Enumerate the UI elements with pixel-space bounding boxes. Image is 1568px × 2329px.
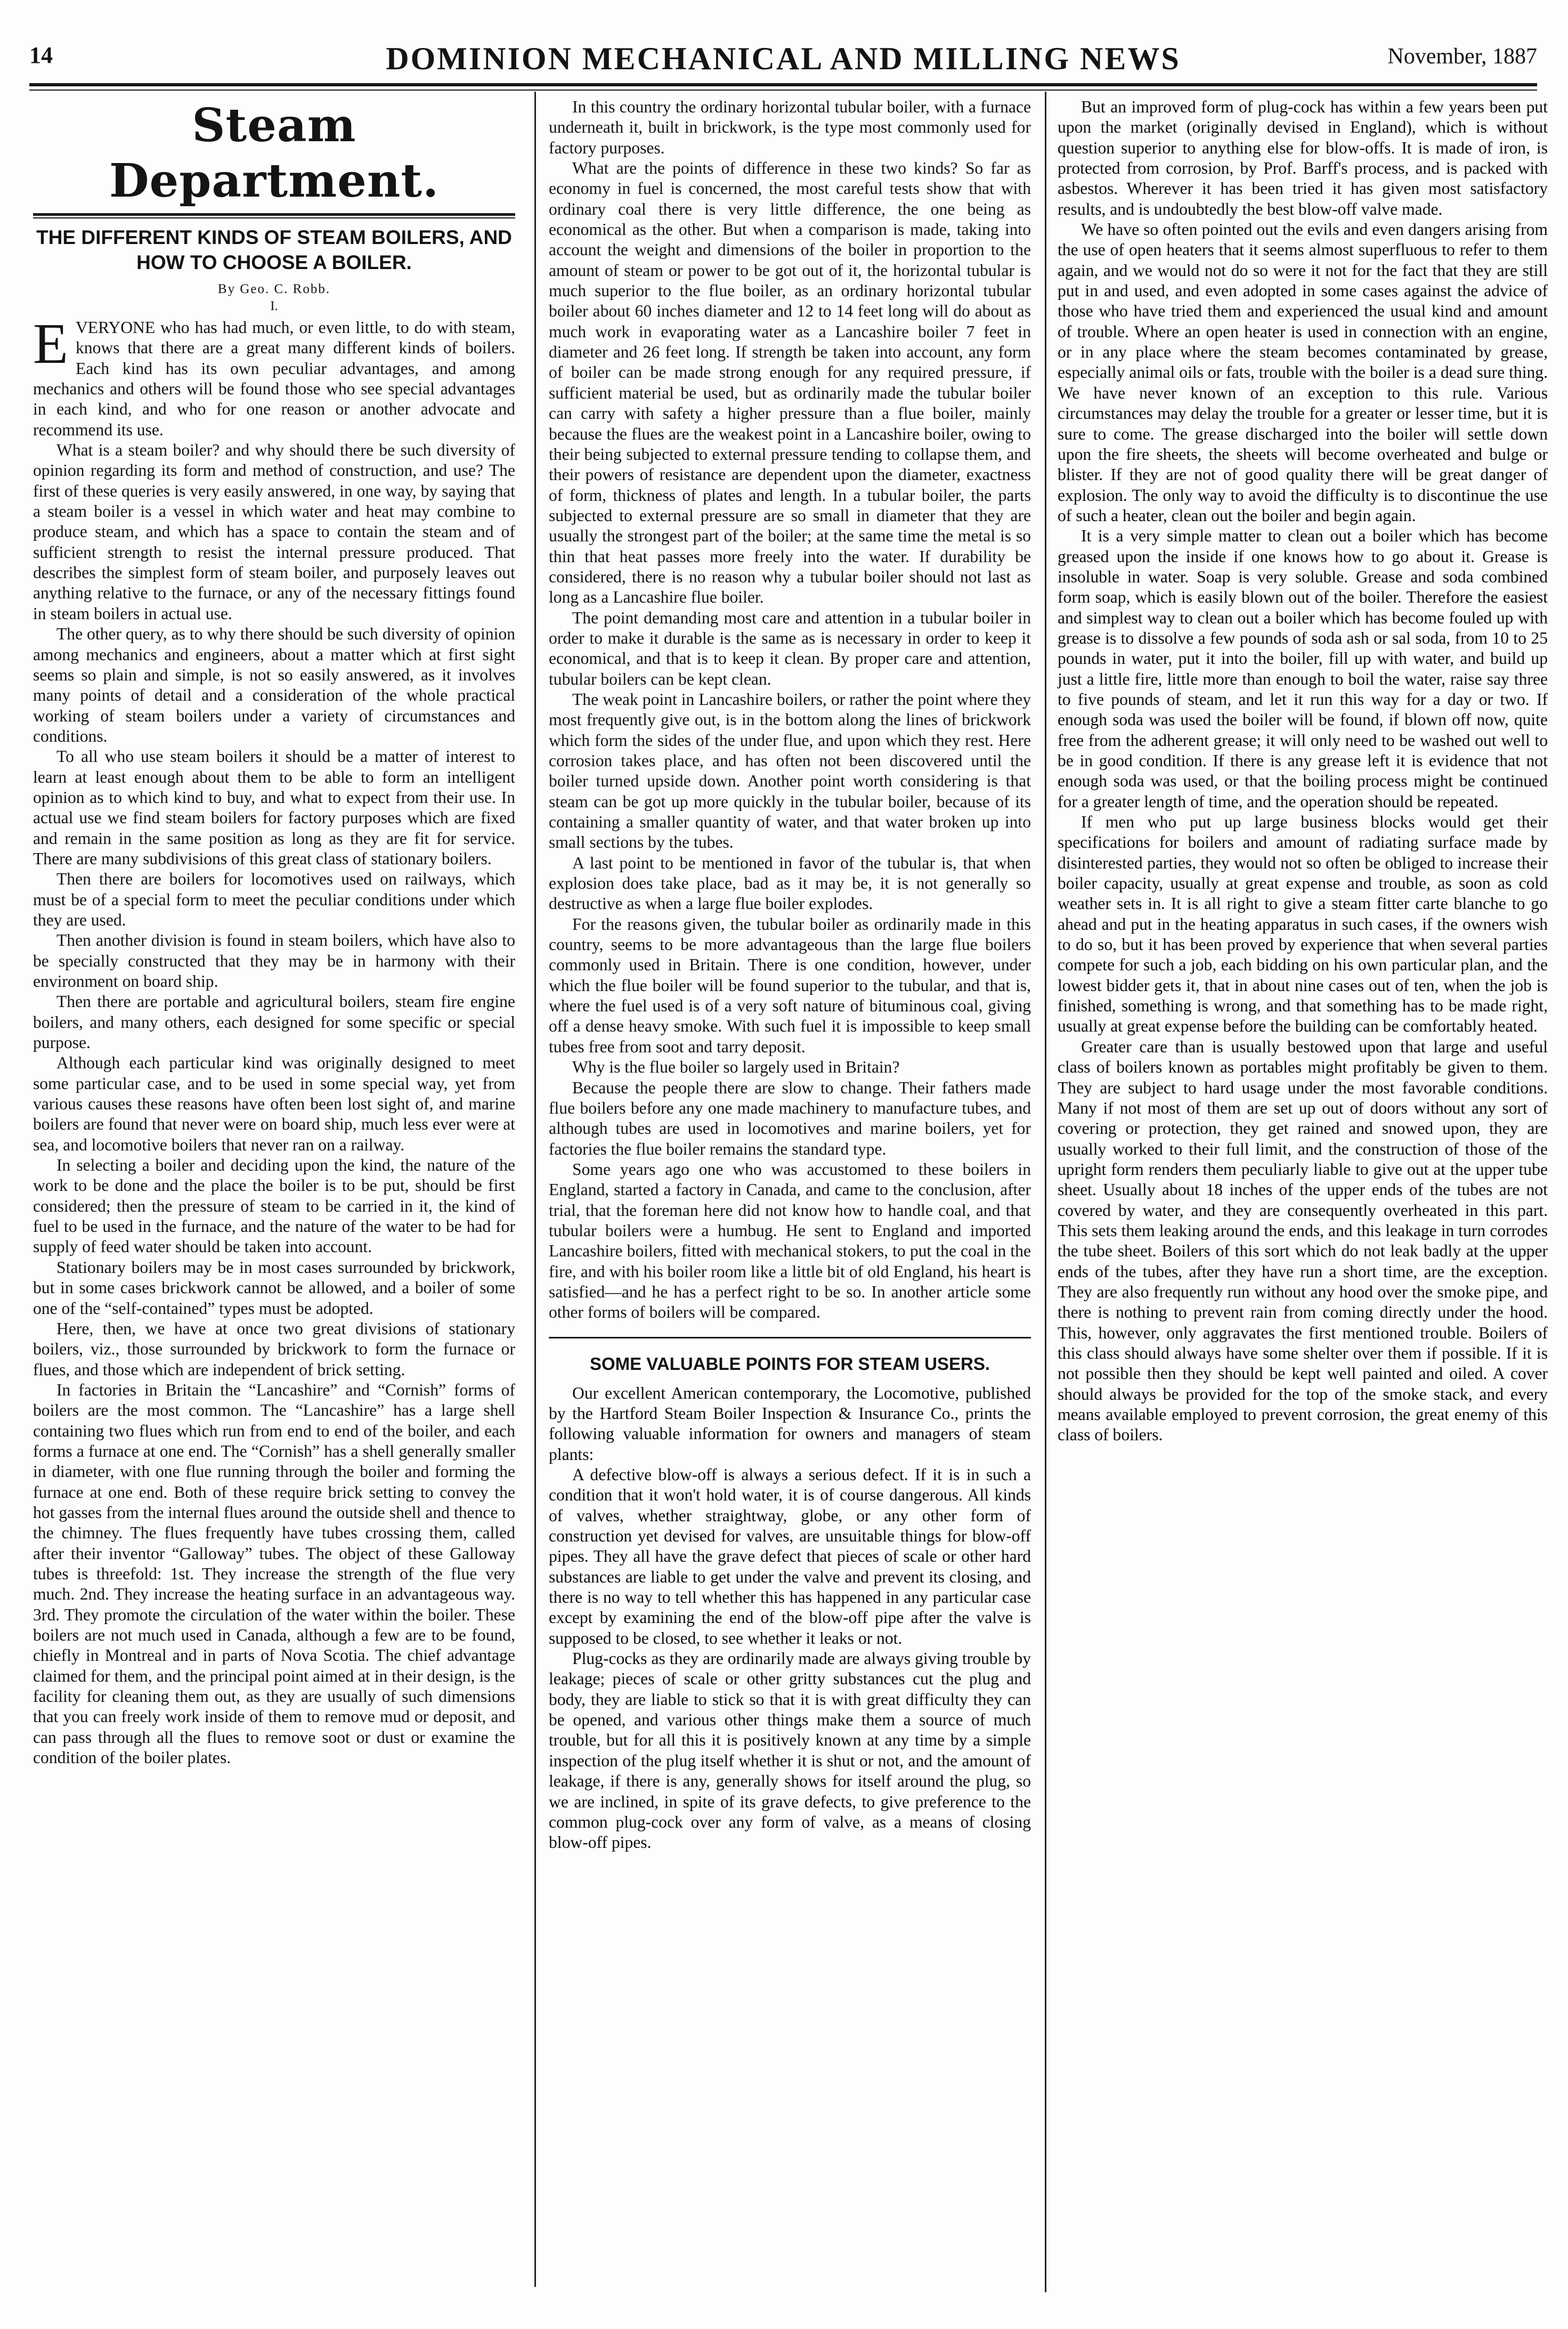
article-paragraph: What are the points of difference in these two kinds? So far as economy in fuel is concerned, the most careful tests show that with ordinary coal there is very little difference, the one being as economical as the other. But when a comparison is made, taking into account the weight and dimensions of the boiler in proportion to the amount of steam or power to be got out of it, the horizontal tubular is much superior to the flue boiler, as an ordinary horizontal tubular boiler about 60 inches diameter and 12 to 14 feet long will do about as much work in evaporating water as a Lancashire boiler 7 feet in diameter and 26 feet long. If strength be taken into account, any form of boiler can be made strong enough for any required pressure, if sufficient material be used, but as ordinarily made the tubular boiler can carry with safety a higher pressure than a flue boiler, mainly because the flues are the weakest point in a Lancashire boiler, owing to their being subjected to external pressure tending to collapse them, and their powers of resistance are dependent upon the diameter, exactness of form, thickness of plates and length. In a tubular boiler, the parts subjected to external pressure are so small in diameter that they are usually the strongest part of the boiler; at the same time the metal is so thin that heat passes more freely into the water. If durability be considered, there is no reason why a tubular boiler should not last as long as a Lancashire flue boiler. (549, 159, 1031, 607)
section-paragraph: We have so often pointed out the evils and even dangers arising from the use of open heaters that it seems almost superfluous to refer to them again, and we would not do so were it not for the fact that they are still put in and used, and even adopted in some cases against the advice of those who have tried them and experienced the usual kind and amount of trouble. Where an open heater is used in connection with an engine, or in any place where the steam becomes contaminated by grease, especially animal oils or fats, trouble with the boiler is a dead sure thing. We have never known of an exception to this rule. Various circumstances may delay the trouble for a greater or lesser time, but it is sure to come. The grease discharged into the boiler will settle down upon the fire sheets, the sheets will become overheated and bulge or blister. If they are not of good quality there will be great danger of explosion. The only way to avoid the difficulty is to discontinue the use of such a heater, clean out the boiler and begin again. (1058, 220, 1548, 525)
section-paragraph: Our excellent American contemporary, the Locomotive, published by the Hartford Steam Boiler Inspection & Insurance Co., prints the following valuable information for owners and managers of steam plants: (549, 1383, 1031, 1464)
article-paragraph: In factories in Britain the “Lancashire” and “Cornish” forms of boilers are the most common. The “Lancashire” has a large shell containing two flues which run from end to end of the boiler, and each forms a furnace at one end. The “Cornish” has a shell generally smaller in diameter, with one flue running through the boiler and forming the furnace at one end. Both of these require brick setting to convey the hot gasses from the internal flues around the outside shell and thence to the chimney. The flues frequently have tubes crossing them, called after their inventor “Galloway” tubes. The object of these Galloway tubes is threefold: 1st. They increase the strength of the flue very much. 2nd. They increase the heating surface in an advantageous way. 3rd. They promote the circulation of the water within the boiler. These boilers are not much used in Canada, although a few are to be found, chiefly in Montreal and in parts of Nova Scotia. The chief advantage claimed for them, and the principal point aimed at in their design, is the facility for cleaning them out, as they are usually of such dimensions that you can freely work inside of them to remove mud or deposit, and can pass through all the flues to remove soot or dust or examine the condition of the boiler plates. (33, 1380, 515, 1767)
column-3 (1058, 97, 1548, 2298)
article-paragraph: For the reasons given, the tubular boiler as ordinarily made in this country, seems to be more advantageous than the large flue boilers commonly used in Britain. There is one condition, however, under which the flue boiler will be found superior to the tubular, and that is, where the fuel used is of a very soft nature of bituminous coal, giving off a dense heavy smoke. With such fuel it is impossible to keep small tubes free from soot and tarry deposit. (549, 914, 1031, 1056)
header-rule (29, 83, 1537, 86)
article-paragraph: The other query, as to why there should be such diversity of opinion among mechanics and engineers, about a matter which at first sight seems so plain and simple, is not so easily answered, as it involves many points of detail and a consideration of the whole practical working of steam boilers under a variety of circumstances and conditions. (33, 624, 515, 745)
section-paragraph: It is a very simple matter to clean out a boiler which has become greased upon the inside if one knows how to go about it. Grease is insoluble in water. Soap is very soluble. Grease and soda combined form soap, which is easily blown out of the boiler. Therefore the easiest and simplest way to clean out a boiler which has become fouled up with grease is to dissolve a few pounds of soda ash or sal soda, from 10 to 25 pounds in water, put it into the boiler, fill up with water, and build up just a little fire, little more than enough to boil the water, raise say three to five pounds of steam, and let it run this way for a day or two. If enough soda was used the boiler will be found, if blown off now, quite free from the adherent grease; it will only need to be washed out well to be in good condition. If there is any grease left it is evidence that not enough soda was used, or that the boiling process might be continued for a greater length of time, and the operation should be repeated. (1058, 526, 1548, 811)
section-paragraph: A defective blow-off is always a serious defect. If it is in such a condition that it won't hold water, it is of course dangerous. All kinds of valves, whether straightway, globe, or any other form of construction yet devised for valves, are unsuitable things for blow-off pipes. They all have the grave defect that pieces of scale or other hard substances are liable to get under the valve and prevent its closing, and there is no way to tell whether this has happened in any particular case except by examining the end of the blow-off pipe after the valve is supposed to be closed, to see whether it leaks or not. (549, 1465, 1031, 1648)
article-paragraph: In this country the ordinary horizontal tubular boiler, with a furnace underneath it, built in brickwork, is the type most commonly used for factory purposes. (549, 98, 1031, 157)
article-paragraph: Because the people there are slow to change. Their fathers made flue boilers before any one made machinery to manufacture tubes, and although tubes are used in locomotives and marine boilers, yet for factories the flue boiler remains the standard type. (549, 1078, 1031, 1158)
article-paragraph: A last point to be mentioned in favor of the tubular is, that when explosion does take place, bad as it may be, it is not generally so destructive as when a large flue boiler explodes. (549, 853, 1031, 913)
section-paragraph: If men who put up large business blocks would get their specifications for boilers and amount of radiating surface made by disinterested parties, they would not so often be obliged to increase their boiler capacity, usually at great expense and trouble, as soon as cold weather sets in. It is all right to give a steam fitter carte blanche to go ahead and put in the heating apparatus in such cases, if the owners wish to do so, but it has been proved by experience that when several parties compete for such a job, each bidding on his own particular plan, and the lowest bidder gets it, that in about nine cases out of ten, when the job is finished, something is wrong, and that something has to be made right, usually at great expense before the building can be comfortably heated. (1058, 813, 1548, 1036)
running-header (29, 42, 1537, 79)
article-paragraph: Then there are portable and agricultural boilers, steam fire engine boilers, and many others, each designed for some specific or special purpose. (33, 992, 515, 1052)
column-divider (534, 92, 536, 2287)
article-paragraph: What is a steam boiler? and why should there be such diversity of opinion regarding its form and method of construction, and use? The first of these queries is very easily answered, in one way, by saying that a steam boiler is a vessel in which water and heat may combine to produce steam, and which has a space to contain the steam and of sufficient strength to resist the internal pressure produced. That describes the simplest form of steam boiler, and purposely leaves out anything relative to the furnace, or any of the necessary fittings found in steam boilers in actual use. (33, 441, 515, 623)
department-heading: Steam Department. (109, 99, 440, 208)
department-rule-thin (33, 217, 515, 218)
column-divider (1045, 92, 1046, 2292)
issue-date: November, 1887 (1387, 44, 1537, 69)
article-paragraph: The weak point in Lancashire boilers, or rather the point where they most frequently give out, is in the bottom along the lines of brickwork which form the sides of the under flue, and upon which they rest. Here corrosion takes place, and has often not been discovered until the boiler turned upside down. Another point worth considering is that steam can be got up more quickly in the tubular boiler, because of its containing a smaller quantity of water, and that water broken up into small sections by the tubes. (549, 689, 1031, 852)
header-rule-thin (29, 90, 1537, 91)
section-paragraph: Greater care than is usually bestowed upon that large and useful class of boilers known as portables might profitably be given to them. They are subject to hard usage under the most favorable conditions. Many if not most of them are set up out of doors without any sort of covering or protection, they get rained and snowed upon, they are usually worked to their full limit, and the construction of those of the upright form renders them peculiarly liable to give out at the upper tube sheet. Usually about 18 inches of the upper ends of the tubes are not covered by water, and they are consequently overheated in this part. This sets them leaking around the ends, and this leakage in turn corrodes the tube sheet. Boilers of this sort which do not leak badly at the upper ends of the tubes, after they have run a short time, are the exception. They are also frequently run without any hood over the smoke pipe, and there is nothing to prevent rain from coming directly under the hood. This, however, only aggravates the first mentioned trouble. Boilers of this class should always have some shelter over them if possible. If it is not possible then they should be kept well painted and oiled. A cover should always be provided for the top of the smoke stack, and every means available employed to prevent corrosion, the great enemy of this class of boilers. (1058, 1037, 1548, 1445)
article-paragraph: Here, then, we have at once two great divisions of stationary boilers, viz., those surrounded by brickwork to form the furnace or flues, and those which are independent of brick setting. (33, 1319, 515, 1379)
department-rule (33, 213, 515, 216)
article-paragraph: Stationary boilers may be in most cases surrounded by brickwork, but in some cases brickwork cannot be allowed, and a boiler of some one of the “self-contained” types must be adopted. (33, 1257, 515, 1318)
article-paragraph: Although each particular kind was originally designed to meet some particular case, and to be used in some special way, yet from various causes these reasons have often been lost sight of, and marine boilers are found that never were on board ship, much less ever were at sea, and locomotive boilers that never ran on a railway. (33, 1053, 515, 1154)
article-paragraph: Some years ago one who was accustomed to these boilers in England, started a factory in Canada, and came to the conclusion, after trial, that the foreman here did not know how to handle coal, and that tubular boilers were a humbug. He sent to England and imported Lancashire boilers, fitted with mechanical stokers, to put the coal in the fire, and with his boiler room like a little bit of old England, his heart is satisfied—and he has a perfect right to be so. In another article some other forms of boilers will be compared. (549, 1159, 1031, 1322)
article-part: I. (270, 299, 278, 313)
article-paragraph: Why is the flue boiler so largely used in Britain? (572, 1058, 900, 1077)
section-title: SOME VALUABLE POINTS FOR STEAM USERS. (589, 1353, 990, 1374)
article-paragraph: To all who use steam boilers it should be a matter of interest to learn at least enough about them to be able to form an intelligent opinion as to which kind to buy, and what to expect from their use. In actual use we find steam boilers for factory purposes which are fixed and remain in the same position as long as they are fit for service. There are many subdivisions of this great class of stationary boilers. (33, 747, 515, 868)
article-paragraph: EVERYONE who has had much, or even little, to do with steam, knows that there are a great many different kinds of boilers. Each kind has its own peculiar advantages, and among mechanics and others will be found those who see special advantages in each kind, and who for one reason or another advocate and recommend its use. (33, 312, 515, 439)
article-byline: By Geo. C. Robb. (217, 282, 331, 296)
column-2 (549, 97, 1031, 2298)
article-title: THE DIFFERENT KINDS OF STEAM BOILERS, AND HOW TO CHOOSE A BOILER. (36, 226, 512, 273)
section-rule (549, 1337, 1031, 1338)
section-paragraph: Plug-cocks as they are ordinarily made are always giving trouble by leakage; pieces of scale or other gritty substances cut the plug and body, they are liable to stick so that it is with great difficulty they can be opened, and various other things make them a source of much trouble, but for all this it is positively known at any time by a simple inspection of the plug itself whether it is shut or not, and the amount of leakage, if there is any, generally shows for itself around the plug, so we are inclined, in spite of its grave defects, to give preference to the common plug-cock over any form of valve, as a means of closing blow-off pipes. (549, 1649, 1031, 1852)
article-paragraph: The point demanding most care and attention in a tubular boiler in order to make it durable is the same as is necessary in order to keep it economical, and that is to keep it clean. By proper care and attention, tubular boilers can be kept clean. (549, 608, 1031, 688)
publication-title: DOMINION MECHANICAL AND MILLING NEWS (386, 41, 1181, 76)
article-paragraph: Then another division is found in steam boilers, which have also to be specially constructed that they may be in harmony with their environment on board ship. (33, 931, 515, 991)
drop-cap: E (33, 312, 68, 376)
article-paragraph: Then there are boilers for locomotives used on railways, which must be of a special form to meet the peculiar conditions under which they are used. (33, 870, 515, 929)
page-number: 14 (29, 42, 53, 68)
article-paragraph: In selecting a boiler and deciding upon the kind, the nature of the work to be done and the place the boiler is to be put, should be first considered; then the pressure of steam to be carried in it, the kind of fuel to be used in the furnace, and the nature of the water to be had for supply of feed water should be taken into account. (33, 1156, 515, 1256)
section-paragraph: But an improved form of plug-cock has within a few years been put upon the market (originally devised in England), which is without question superior to anything else for blow-offs. It is made of iron, is protected from corrosion, by Prof. Barff's process, and is packed with asbestos. Wherever it has been tried it has given most satisfactory results, and is undoubtedly the best blow-off valve made. (1058, 98, 1548, 218)
column-1 (33, 97, 515, 2292)
